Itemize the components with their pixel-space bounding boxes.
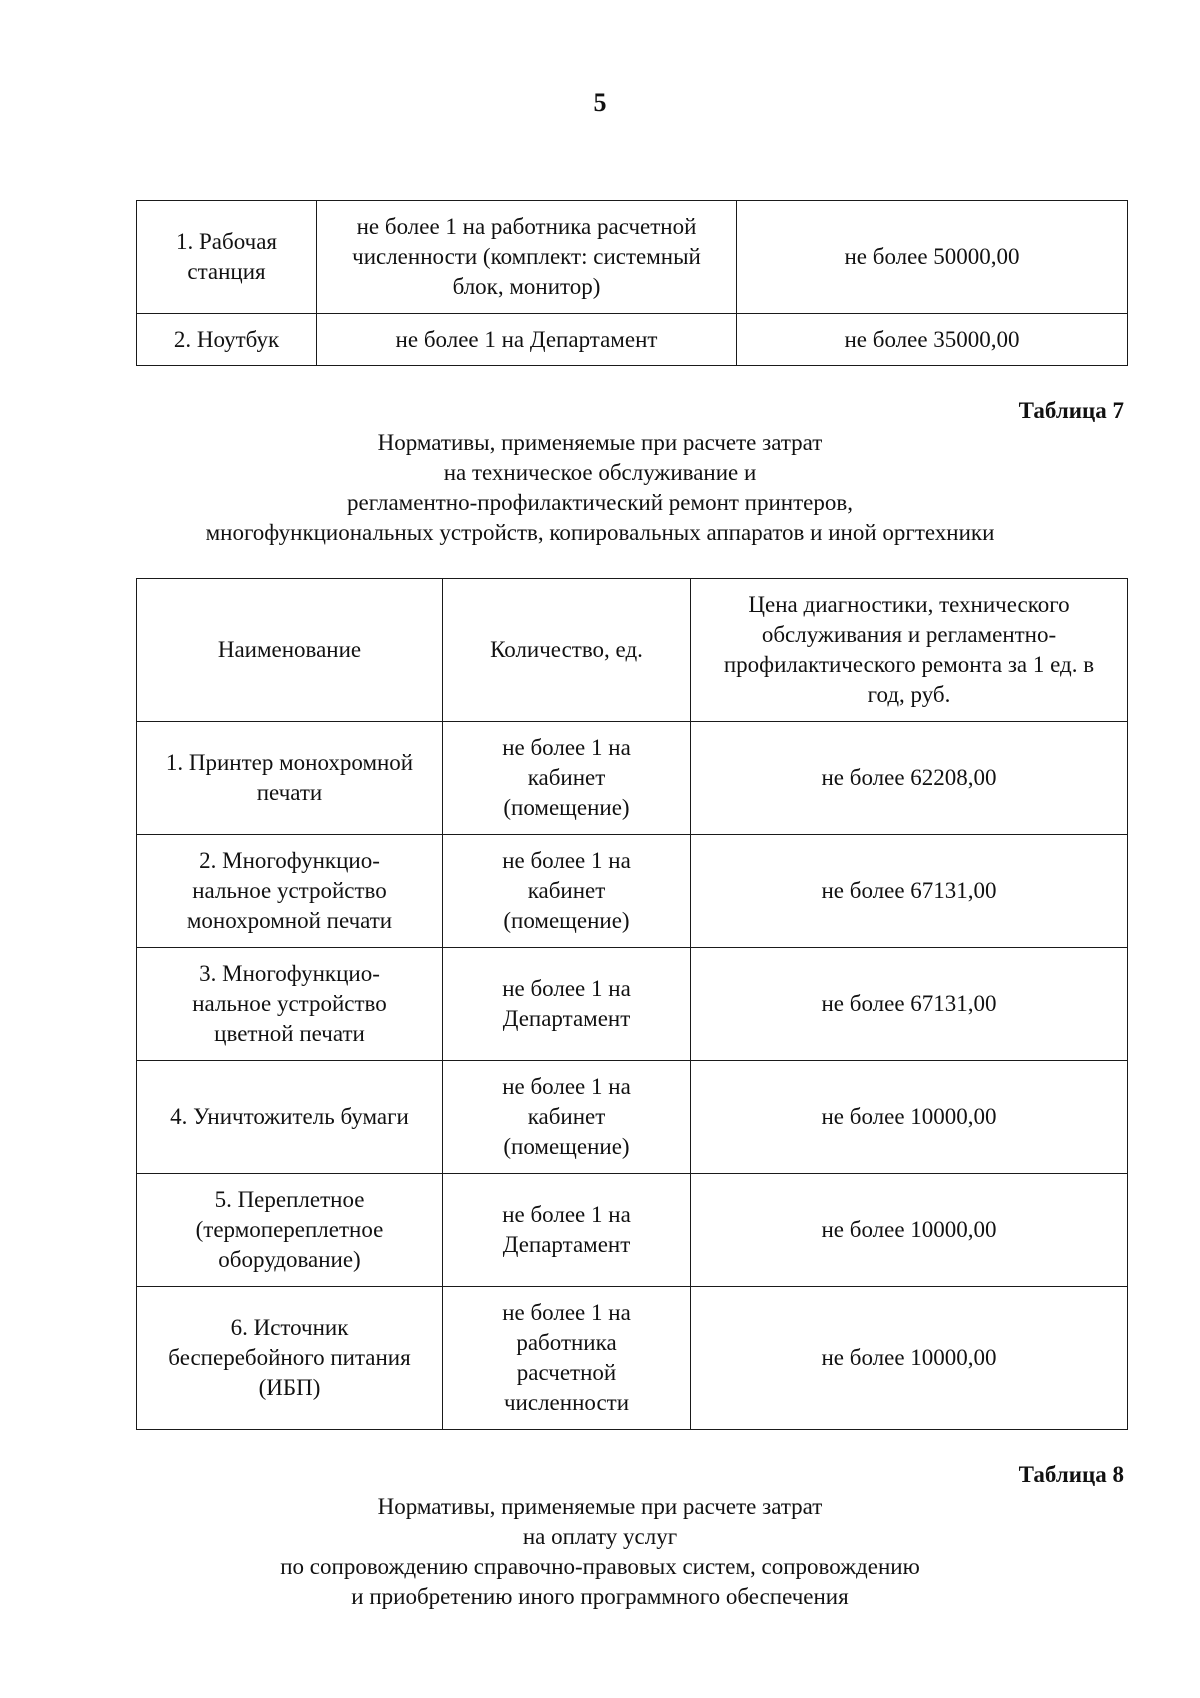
table-row <box>137 314 1128 366</box>
caption-line: на оплату услуг <box>522 1524 678 1549</box>
header-price: Цена диагностики, технического обслуживания и регламентно-профилактического ремонта за 1 ед. в год, руб. <box>691 579 1128 722</box>
table-row <box>137 1287 1128 1430</box>
row-name-cell: 1. Рабочая станция <box>137 201 317 314</box>
caption-line: и приобретению иного программного обеспечения <box>351 1584 849 1609</box>
table-row <box>137 835 1128 948</box>
header-quantity: Количество, ед. <box>443 579 691 722</box>
row-quantity-cell: не более 1 на кабинет (помещение) <box>443 1061 691 1174</box>
maintenance-table <box>136 578 1128 1430</box>
row-price-cell: не более 62208,00 <box>691 722 1128 835</box>
table7-caption <box>0 428 1200 548</box>
caption-line: Нормативы, применяемые при расчете затрат <box>377 430 823 455</box>
row-name-cell: 6. Источник бесперебойного питания (ИБП) <box>137 1287 443 1430</box>
row-name-cell: 3. Многофункцио-нальное устройство цветной печати <box>137 948 443 1061</box>
table7-label: Таблица 7 <box>1018 398 1124 423</box>
row-name-cell: 1. Принтер монохромной печати <box>137 722 443 835</box>
row-quantity-cell: не более 1 на кабинет (помещение) <box>443 835 691 948</box>
page-number: 5 <box>593 88 607 117</box>
table-row <box>137 722 1128 835</box>
caption-line: регламентно-профилактический ремонт принтеров, <box>347 490 853 515</box>
row-price-cell: не более 10000,00 <box>691 1061 1128 1174</box>
caption-line: на техническое обслуживание и <box>443 460 757 485</box>
row-name-cell: 5. Переплетное (термопереплетное оборудование) <box>137 1174 443 1287</box>
equipment-table <box>136 200 1128 366</box>
row-quantity-cell: не более 1 на Департамент <box>317 314 737 366</box>
table-header-row <box>137 579 1128 722</box>
table8-label: Таблица 8 <box>1018 1462 1124 1487</box>
row-quantity-cell: не более 1 на Департамент <box>443 1174 691 1287</box>
table-row <box>137 948 1128 1061</box>
row-quantity-cell: не более 1 на кабинет (помещение) <box>443 722 691 835</box>
header-name: Наименование <box>137 579 443 722</box>
row-quantity-cell: не более 1 на работника расчетной численности <box>443 1287 691 1430</box>
table-row <box>137 1174 1128 1287</box>
caption-line: многофункциональных устройств, копировальных аппаратов и иной оргтехники <box>205 520 995 545</box>
table-row <box>137 1061 1128 1174</box>
caption-line: по сопровождению справочно-правовых систем, сопровождению <box>280 1554 920 1579</box>
row-price-cell: не более 10000,00 <box>691 1287 1128 1430</box>
row-price-cell: не более 35000,00 <box>737 314 1128 366</box>
row-name-cell: 2. Ноутбук <box>137 314 317 366</box>
row-price-cell: не более 10000,00 <box>691 1174 1128 1287</box>
row-price-cell: не более 67131,00 <box>691 835 1128 948</box>
row-name-cell: 4. Уничтожитель бумаги <box>137 1061 443 1174</box>
table8-caption <box>0 1492 1200 1612</box>
row-name-cell: 2. Многофункцио-нальное устройство монохромной печати <box>137 835 443 948</box>
caption-line: Нормативы, применяемые при расчете затрат <box>377 1494 823 1519</box>
row-quantity-cell: не более 1 на работника расчетной численности (комплект: системный блок, монитор) <box>317 201 737 314</box>
row-price-cell: не более 50000,00 <box>737 201 1128 314</box>
row-quantity-cell: не более 1 на Департамент <box>443 948 691 1061</box>
row-price-cell: не более 67131,00 <box>691 948 1128 1061</box>
table-row <box>137 201 1128 314</box>
